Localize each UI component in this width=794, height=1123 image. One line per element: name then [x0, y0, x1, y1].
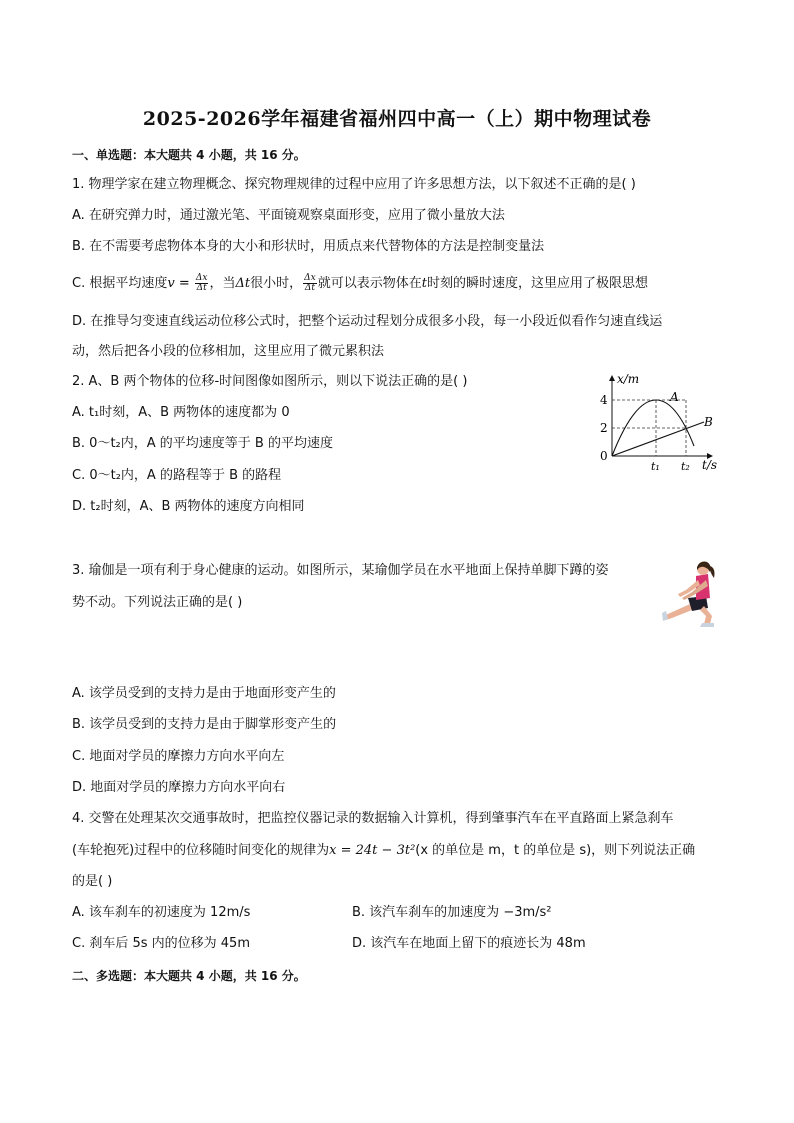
q1-c-num2: Δx: [304, 273, 316, 283]
q4-equation: x = 24t − 3t²: [329, 843, 416, 858]
q1-option-d-line2: 动，然后把各小段的位移相加，这里应用了微元累积法: [72, 344, 385, 359]
q1-c-eq: =: [174, 276, 194, 291]
q1-c-text-5: 时刻的瞬时速度，这里应用了极限思想: [426, 276, 648, 291]
y-axis-label: x/m: [617, 372, 640, 386]
yoga-figure-image: [660, 558, 730, 630]
q1-c-text-3: 很小时，: [250, 276, 303, 291]
q3-stem-line2: 势不动。下列说法正确的是( ): [72, 595, 243, 610]
origin-label: 0: [600, 449, 608, 463]
curve-a-label: A: [670, 390, 679, 404]
q4-option-a[interactable]: A. 该车刹车的初速度为 12m/s: [72, 905, 251, 920]
q4-option-b[interactable]: B. 该汽车刹车的加速度为 −3m/s²: [352, 905, 552, 920]
y-tick-4: 4: [600, 393, 608, 407]
q1-option-d-line1[interactable]: D. 在推导匀变速直线运动位移公式时，把整个运动过程划分成很多小段，每一小段近似看作匀速直线运: [72, 314, 663, 329]
section-heading-multiple-choice: 二、多选题：本大题共 4 小题，共 16 分。: [72, 969, 306, 983]
line-b-label: B: [704, 415, 713, 429]
q2-option-d[interactable]: D. t₂时刻，A、B 两物体的速度方向相同: [72, 499, 305, 514]
q4-stem-text-1: (车轮抱死)过程中的位移随时间变化的规律为: [72, 843, 330, 858]
q1-c-den2: Δt: [304, 283, 315, 293]
q1-option-a[interactable]: A. 在研究弹力时，通过激光笔、平面镜观察桌面形变，应用了微小量放大法: [72, 208, 505, 223]
q1-c-t: t: [421, 276, 427, 291]
q2-stem: 2. A、B 两个物体的位移-时间图像如图所示，则以下说法正确的是( ): [72, 374, 468, 389]
q1-c-num: Δx: [195, 273, 208, 283]
q1-c-text-2: ，当: [209, 276, 236, 291]
q2-option-b[interactable]: B. 0～t₂内，A 的平均速度等于 B 的平均速度: [72, 436, 333, 451]
q1-stem: 1. 物理学家在建立物理概念、探究物理规律的过程中应用了许多思想方法，以下叙述不正确的是( ): [72, 177, 636, 192]
y-tick-2: 2: [600, 421, 608, 435]
q2-option-c[interactable]: C. 0～t₂内，A 的路程等于 B 的路程: [72, 468, 282, 483]
q3-option-c[interactable]: C. 地面对学员的摩擦力方向水平向左: [72, 749, 285, 764]
q1-option-c[interactable]: [72, 274, 648, 293]
x-tick-t1: t₁: [651, 460, 660, 473]
q4-stem-line1: 4. 交警在处理某次交通事故时，把监控仪器记录的数据输入计算机，得到肇事汽车在平直路面上紧急刹车: [72, 811, 674, 826]
x-tick-t2: t₂: [681, 460, 690, 473]
position-time-graph: [590, 370, 730, 475]
section-heading-single-choice: 一、单选题：本大题共 4 小题，共 16 分。: [72, 148, 306, 162]
q4-stem-text-2: (x 的单位是 m，t 的单位是 s)，则下列说法正确: [415, 843, 696, 858]
q1-c-den: Δt: [196, 283, 207, 293]
q2-option-a[interactable]: A. t₁时刻，A、B 两物体的速度都为 0: [72, 405, 290, 420]
q4-option-d[interactable]: D. 该汽车在地面上留下的痕迹长为 48m: [352, 936, 586, 951]
x-axis-label: t/s: [702, 458, 718, 472]
q4-option-c[interactable]: C. 刹车后 5s 内的位移为 45m: [72, 936, 250, 951]
q1-c-text-4: 就可以表示物体在: [317, 276, 422, 291]
q4-stem-line3: 的是( ): [72, 874, 113, 889]
q1-c-text-1: C. 根据平均速度: [72, 276, 168, 291]
q1-option-b[interactable]: B. 在不需要考虑物体本身的大小和形状时，用质点来代替物体的方法是控制变量法: [72, 239, 545, 254]
q4-stem-line2: [72, 842, 695, 860]
q3-option-d[interactable]: D. 地面对学员的摩擦力方向水平向右: [72, 780, 286, 795]
q3-option-b[interactable]: B. 该学员受到的支持力是由于脚掌形变产生的: [72, 717, 337, 732]
q1-c-fraction: [195, 274, 209, 293]
page-title: 2025-2026学年福建省福州四中高一（上）期中物理试卷: [142, 108, 652, 130]
q1-c-v: v: [167, 276, 175, 291]
q1-c-fraction-2: [303, 274, 317, 293]
q1-c-dt: Δt: [235, 276, 251, 291]
q3-option-a[interactable]: A. 该学员受到的支持力是由于地面形变产生的: [72, 686, 336, 701]
q3-stem-line1: 3. 瑜伽是一项有利于身心健康的运动。如图所示，某瑜伽学员在水平地面上保持单脚下蹲的姿: [72, 563, 609, 578]
